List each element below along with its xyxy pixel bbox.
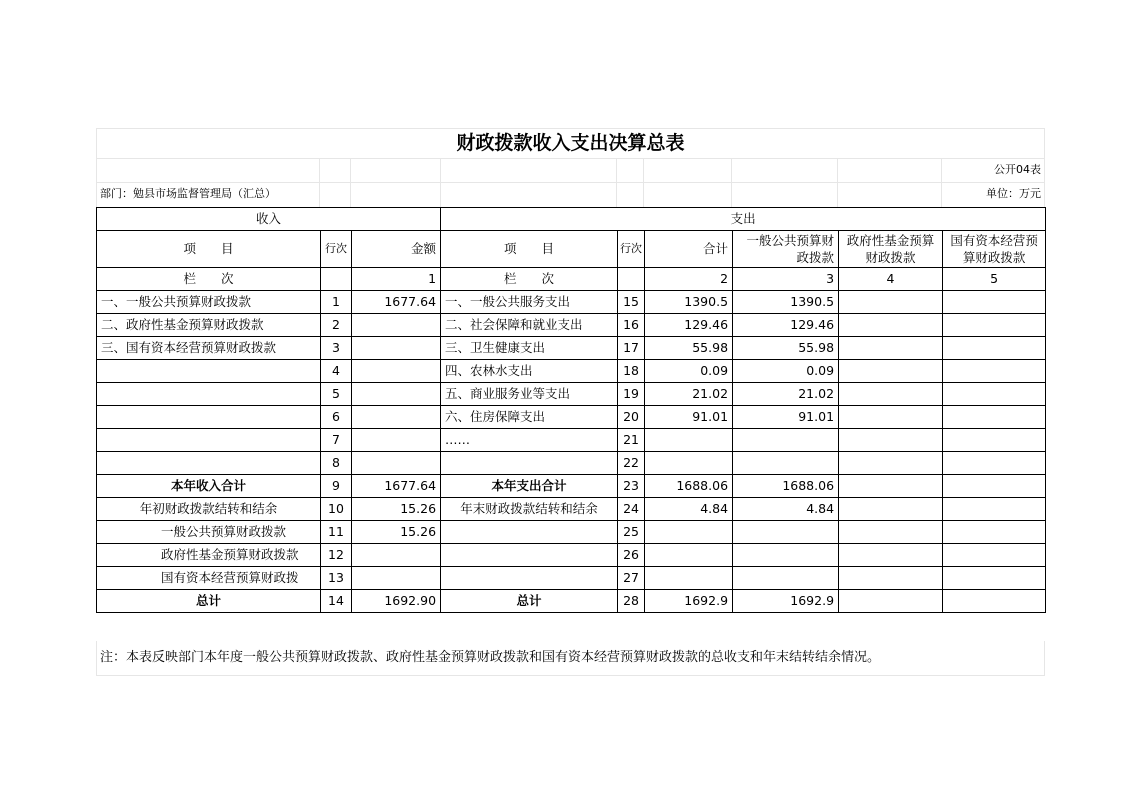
gov-fund-header: 政府性基金预算财政拨款 bbox=[839, 231, 943, 268]
income-amount: 15.26 bbox=[352, 521, 441, 544]
income-row-no: 9 bbox=[321, 475, 352, 498]
expense-total: 1688.06 bbox=[645, 475, 733, 498]
income-header: 收入 bbox=[97, 208, 441, 231]
expense-general bbox=[733, 544, 839, 567]
expense-general: 1692.9 bbox=[733, 590, 839, 613]
expense-total bbox=[645, 429, 733, 452]
expense-row-no: 19 bbox=[618, 383, 645, 406]
income-row-no: 6 bbox=[321, 406, 352, 429]
income-amount bbox=[352, 360, 441, 383]
income-amount-header: 金额 bbox=[352, 231, 441, 268]
income-row-no: 3 bbox=[321, 337, 352, 360]
expense-item bbox=[441, 521, 618, 544]
state-capital-header: 国有资本经营预算财政拨款 bbox=[943, 231, 1046, 268]
income-amount: 1677.64 bbox=[352, 291, 441, 314]
footnote: 注：本表反映部门本年度一般公共预算财政拨款、政府性基金预算财政拨款和国有资本经营预算财政拨款的总收支和年末结转结余情况。 bbox=[100, 650, 881, 665]
expense-total bbox=[645, 567, 733, 590]
income-amount bbox=[352, 429, 441, 452]
income-grand-total-label: 总计 bbox=[97, 590, 321, 613]
expense-total: 21.02 bbox=[645, 383, 733, 406]
expense-total: 55.98 bbox=[645, 337, 733, 360]
form-number-line bbox=[96, 158, 1045, 182]
expense-general: 0.09 bbox=[733, 360, 839, 383]
expense-item: 二、社会保障和就业支出 bbox=[441, 314, 618, 337]
expense-capital bbox=[943, 383, 1046, 406]
expense-fund bbox=[839, 360, 943, 383]
expense-capital bbox=[943, 475, 1046, 498]
income-item-header: 项 目 bbox=[97, 231, 321, 268]
income-item bbox=[97, 360, 321, 383]
expense-general bbox=[733, 452, 839, 475]
column-no-4: 4 bbox=[839, 268, 943, 291]
income-item: 政府性基金预算财政拨款 bbox=[97, 544, 321, 567]
expense-row-no: 26 bbox=[618, 544, 645, 567]
expense-row-no: 25 bbox=[618, 521, 645, 544]
unit-label: 单位：万元 bbox=[986, 187, 1041, 200]
expense-row-no: 17 bbox=[618, 337, 645, 360]
expense-header: 支出 bbox=[441, 208, 1046, 231]
report-title: 财政拨款收入支出决算总表 bbox=[456, 132, 685, 154]
department-label: 部门：勉县市场监督管理局（汇总） bbox=[100, 187, 276, 200]
expense-row-no: 15 bbox=[618, 291, 645, 314]
income-row-no: 1 bbox=[321, 291, 352, 314]
expense-fund bbox=[839, 475, 943, 498]
column-label: 栏 次 bbox=[97, 268, 321, 291]
expense-general: 91.01 bbox=[733, 406, 839, 429]
income-item: 一般公共预算财政拨款 bbox=[97, 521, 321, 544]
expense-general bbox=[733, 567, 839, 590]
income-item bbox=[97, 452, 321, 475]
income-row-no: 7 bbox=[321, 429, 352, 452]
expense-capital bbox=[943, 521, 1046, 544]
income-item: 二、政府性基金预算财政拨款 bbox=[97, 314, 321, 337]
table-row bbox=[97, 452, 1046, 475]
table-row bbox=[97, 337, 1046, 360]
expense-general: 1688.06 bbox=[733, 475, 839, 498]
expense-fund bbox=[839, 567, 943, 590]
income-amount: 1677.64 bbox=[352, 475, 441, 498]
income-row-no: 12 bbox=[321, 544, 352, 567]
expense-capital bbox=[943, 590, 1046, 613]
table-row bbox=[97, 291, 1046, 314]
expense-total-header: 合计 bbox=[645, 231, 733, 268]
expense-row-no: 22 bbox=[618, 452, 645, 475]
expense-capital bbox=[943, 314, 1046, 337]
expense-total: 129.46 bbox=[645, 314, 733, 337]
expense-total bbox=[645, 544, 733, 567]
expense-fund bbox=[839, 383, 943, 406]
expense-item: 四、农林水支出 bbox=[441, 360, 618, 383]
income-item: 国有资本经营预算财政拨 bbox=[97, 567, 321, 590]
income-row-no: 4 bbox=[321, 360, 352, 383]
expense-item-header: 项 目 bbox=[441, 231, 618, 268]
expense-capital bbox=[943, 452, 1046, 475]
income-row-no: 10 bbox=[321, 498, 352, 521]
column-no-5: 5 bbox=[943, 268, 1046, 291]
expense-row-no: 18 bbox=[618, 360, 645, 383]
expense-item bbox=[441, 544, 618, 567]
expense-total: 91.01 bbox=[645, 406, 733, 429]
expense-fund bbox=[839, 406, 943, 429]
income-row-no: 14 bbox=[321, 590, 352, 613]
expense-fund bbox=[839, 452, 943, 475]
table-row bbox=[97, 475, 1046, 498]
expense-total: 4.84 bbox=[645, 498, 733, 521]
expense-total bbox=[645, 521, 733, 544]
expense-item: 六、住房保障支出 bbox=[441, 406, 618, 429]
expense-subtotal-label: 本年支出合计 bbox=[441, 475, 618, 498]
expense-total bbox=[645, 452, 733, 475]
expense-fund bbox=[839, 521, 943, 544]
expense-total: 1692.9 bbox=[645, 590, 733, 613]
expense-total: 0.09 bbox=[645, 360, 733, 383]
income-item: 一、一般公共预算财政拨款 bbox=[97, 291, 321, 314]
table-row bbox=[97, 406, 1046, 429]
expense-capital bbox=[943, 567, 1046, 590]
expense-general: 1390.5 bbox=[733, 291, 839, 314]
income-item: 年初财政拨款结转和结余 bbox=[97, 498, 321, 521]
table-row bbox=[97, 567, 1046, 590]
income-row-no-header: 行次 bbox=[321, 231, 352, 268]
expense-fund bbox=[839, 544, 943, 567]
expense-fund bbox=[839, 590, 943, 613]
income-item bbox=[97, 406, 321, 429]
expense-capital bbox=[943, 337, 1046, 360]
income-row-no: 2 bbox=[321, 314, 352, 337]
expense-item: 三、卫生健康支出 bbox=[441, 337, 618, 360]
income-amount bbox=[352, 337, 441, 360]
budget-table bbox=[96, 207, 1046, 613]
expense-item: 一、一般公共服务支出 bbox=[441, 291, 618, 314]
expense-item: …… bbox=[441, 429, 618, 452]
income-item: 三、国有资本经营预算财政拨款 bbox=[97, 337, 321, 360]
column-no-3: 3 bbox=[733, 268, 839, 291]
table-row bbox=[97, 498, 1046, 521]
expense-row-no-header: 行次 bbox=[618, 231, 645, 268]
expense-row-no: 28 bbox=[618, 590, 645, 613]
expense-general: 4.84 bbox=[733, 498, 839, 521]
expense-row-no: 16 bbox=[618, 314, 645, 337]
expense-fund bbox=[839, 498, 943, 521]
income-item bbox=[97, 383, 321, 406]
table-row bbox=[97, 383, 1046, 406]
expense-item: 五、商业服务业等支出 bbox=[441, 383, 618, 406]
expense-row-no: 21 bbox=[618, 429, 645, 452]
column-no-2: 2 bbox=[645, 268, 733, 291]
expense-general: 129.46 bbox=[733, 314, 839, 337]
income-amount: 1692.90 bbox=[352, 590, 441, 613]
expense-row-no: 20 bbox=[618, 406, 645, 429]
expense-capital bbox=[943, 429, 1046, 452]
expense-total: 1390.5 bbox=[645, 291, 733, 314]
table-row bbox=[97, 544, 1046, 567]
expense-general: 21.02 bbox=[733, 383, 839, 406]
income-item bbox=[97, 429, 321, 452]
table-row bbox=[97, 429, 1046, 452]
table-row bbox=[97, 314, 1046, 337]
income-row-no: 8 bbox=[321, 452, 352, 475]
expense-grand-total-label: 总计 bbox=[441, 590, 618, 613]
expense-capital bbox=[943, 498, 1046, 521]
expense-fund bbox=[839, 429, 943, 452]
expense-capital bbox=[943, 291, 1046, 314]
expense-fund bbox=[839, 314, 943, 337]
income-amount bbox=[352, 567, 441, 590]
expense-item: 年末财政拨款结转和结余 bbox=[441, 498, 618, 521]
table-row bbox=[97, 360, 1046, 383]
income-row-no: 13 bbox=[321, 567, 352, 590]
expense-item bbox=[441, 567, 618, 590]
expense-fund bbox=[839, 337, 943, 360]
income-row-no: 5 bbox=[321, 383, 352, 406]
column-no-1: 1 bbox=[352, 268, 441, 291]
income-amount bbox=[352, 383, 441, 406]
general-budget-header: 一般公共预算财政拨款 bbox=[733, 231, 839, 268]
income-amount bbox=[352, 452, 441, 475]
table-row bbox=[97, 521, 1046, 544]
table-row bbox=[97, 590, 1046, 613]
income-amount bbox=[352, 406, 441, 429]
income-amount bbox=[352, 314, 441, 337]
column-label: 栏 次 bbox=[441, 268, 618, 291]
expense-general bbox=[733, 429, 839, 452]
expense-capital bbox=[943, 360, 1046, 383]
form-number: 公开04表 bbox=[994, 163, 1041, 176]
income-amount: 15.26 bbox=[352, 498, 441, 521]
expense-capital bbox=[943, 406, 1046, 429]
income-subtotal-label: 本年收入合计 bbox=[97, 475, 321, 498]
department-line bbox=[96, 182, 1045, 206]
expense-row-no: 24 bbox=[618, 498, 645, 521]
expense-capital bbox=[943, 544, 1046, 567]
expense-general: 55.98 bbox=[733, 337, 839, 360]
expense-general bbox=[733, 521, 839, 544]
income-amount bbox=[352, 544, 441, 567]
expense-row-no: 27 bbox=[618, 567, 645, 590]
expense-row-no: 23 bbox=[618, 475, 645, 498]
expense-fund bbox=[839, 291, 943, 314]
expense-item bbox=[441, 452, 618, 475]
income-row-no: 11 bbox=[321, 521, 352, 544]
